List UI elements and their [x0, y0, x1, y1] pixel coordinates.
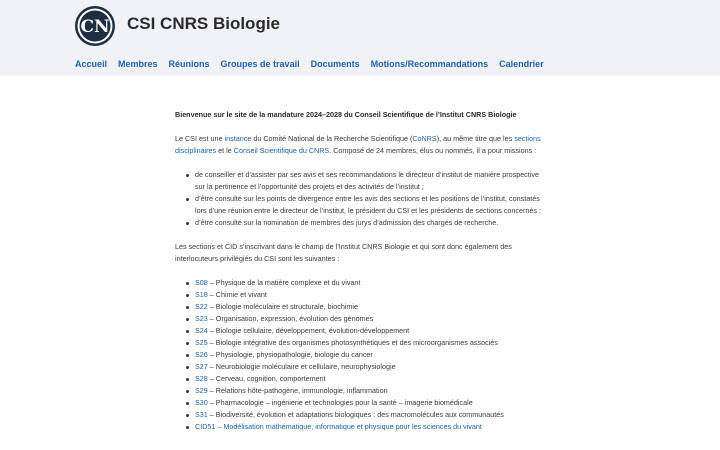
section-item — [195, 421, 545, 433]
nav-item-membres[interactable]: Membres — [118, 59, 158, 69]
conrs-link[interactable]: CoNRS — [412, 134, 437, 143]
section-item — [195, 301, 545, 313]
intro-text-4: et le — [216, 146, 234, 155]
nav-item-accueil[interactable]: Accueil — [75, 59, 108, 69]
section-code-link[interactable]: S23 — [195, 314, 208, 323]
section-desc: – Relations hôte-pathogène, immunologie, inflammation — [207, 386, 388, 395]
section-code-link[interactable]: S08 — [195, 278, 208, 287]
section-item — [195, 361, 545, 373]
intro-text-1: Le CSI est une — [175, 134, 225, 143]
welcome-heading: Bienvenue sur le site de la mandature 2024–2028 du Conseil Scientifique de l’Institut CNRS Biologie — [175, 110, 517, 119]
section-desc: – Biologie cellulaire, développement, évolution-développement — [207, 326, 410, 335]
sections-intro: Les sections et CID s’inscrivant dans le champ de l’Institut CNRS Biologie et qui sont donc également des interlocuteurs privilégiés du CSI sont les suivantes : — [175, 242, 512, 263]
section-code-link[interactable]: S28 — [195, 374, 208, 383]
intro-text-2: du Comité National de la Recherche Scientifique ( — [251, 134, 413, 143]
section-desc: – Neurobiologie moléculaire et cellulaire, neurophysiologie — [207, 362, 396, 371]
site-header — [0, 0, 720, 76]
section-item — [195, 385, 545, 397]
nav-item-reunions[interactable]: Réunions — [168, 59, 210, 69]
section-code-link[interactable]: S31 — [195, 410, 208, 419]
section-item — [195, 289, 545, 301]
section-desc: – Biodiversité, évolution et adaptations biologiques : des macromolécules aux communautés — [207, 410, 504, 419]
main-nav — [75, 58, 555, 72]
section-code-link[interactable]: S24 — [195, 326, 208, 335]
section-code-link[interactable]: S29 — [195, 386, 208, 395]
section-code-link[interactable]: S30 — [195, 398, 208, 407]
sections-list — [175, 277, 545, 433]
section-desc: – Physique de la matière complexe et du vivant — [207, 278, 361, 287]
section-desc: – Physiologie, physiopathologie, biologie du cancer — [207, 350, 373, 359]
section-code-link[interactable]: S26 — [195, 350, 208, 359]
section-desc: – Chimie et vivant — [207, 290, 267, 299]
section-desc[interactable]: – Modélisation mathématique, informatique et physique pour les sciences du vivant — [215, 422, 482, 431]
section-item — [195, 313, 545, 325]
intro-paragraph — [175, 133, 545, 157]
nav-item-calendrier[interactable]: Calendrier — [499, 59, 544, 69]
section-item — [195, 337, 545, 349]
section-code-link[interactable]: S18 — [195, 290, 208, 299]
mission-item: de conseiller et d’assister par ses avis et ses recommandations le directeur d’institut de manière prospective sur la pertinence et l’opportunité des projets et des activités de l’institut ; — [195, 169, 545, 193]
section-code-link[interactable]: S22 — [195, 302, 208, 311]
section-item — [195, 373, 545, 385]
sections-disciplinaires-link[interactable]: sections disciplinaires — [175, 134, 541, 155]
section-desc: – Biologie moléculaire et structurale, biochimie — [207, 302, 359, 311]
section-desc: – Cerveau, cognition, comportement — [207, 374, 326, 383]
nav-item-groupes-de-travail[interactable]: Groupes de travail — [220, 59, 300, 69]
main-content — [175, 109, 545, 433]
nav-item-documents[interactable]: Documents — [310, 59, 360, 69]
nav-item-motions-recommandations[interactable]: Motions/Recommandations — [370, 59, 489, 69]
missions-list — [175, 169, 545, 229]
cnrs-logo[interactable] — [74, 5, 116, 47]
mission-item: d’être consulté sur les points de divergence entre les avis des sections et les positions de l’institut, constatés lors d’une réunion entre le directeur de l’institut, le président du CSI et les présidents de sections concernés ; — [195, 193, 545, 217]
section-code-link[interactable]: CID51 — [195, 422, 216, 431]
instance-link[interactable]: instance — [224, 134, 252, 143]
conseil-scientifique-link[interactable]: Conseil Scientifique du CNRS — [233, 146, 330, 155]
section-desc: – Biologie intégrative des organismes photosynthétiques et des microorganismes associés — [207, 338, 498, 347]
section-desc: – Organisation, expression, évolution des génomes — [207, 314, 374, 323]
section-item — [195, 325, 545, 337]
section-item — [195, 277, 545, 289]
intro-text-5: . Composé de 24 membres, élus ou nommés, il a pour missions : — [329, 146, 537, 155]
section-item — [195, 349, 545, 361]
site-title[interactable]: CSI CNRS Biologie — [127, 14, 281, 33]
logo-letters: CN — [80, 17, 110, 37]
section-code-link[interactable]: S25 — [195, 338, 208, 347]
section-item — [195, 409, 545, 421]
section-desc: – Pharmacologie – ingénierie et technologies pour la santé – imagerie biomédicale — [207, 398, 473, 407]
section-code-link[interactable]: S27 — [195, 362, 208, 371]
section-item — [195, 397, 545, 409]
intro-text-3: ), au même titre que les — [436, 134, 515, 143]
mission-item: d’être consulté sur la nomination de membres des jurys d’admission des chargés de recherche. — [195, 217, 545, 229]
